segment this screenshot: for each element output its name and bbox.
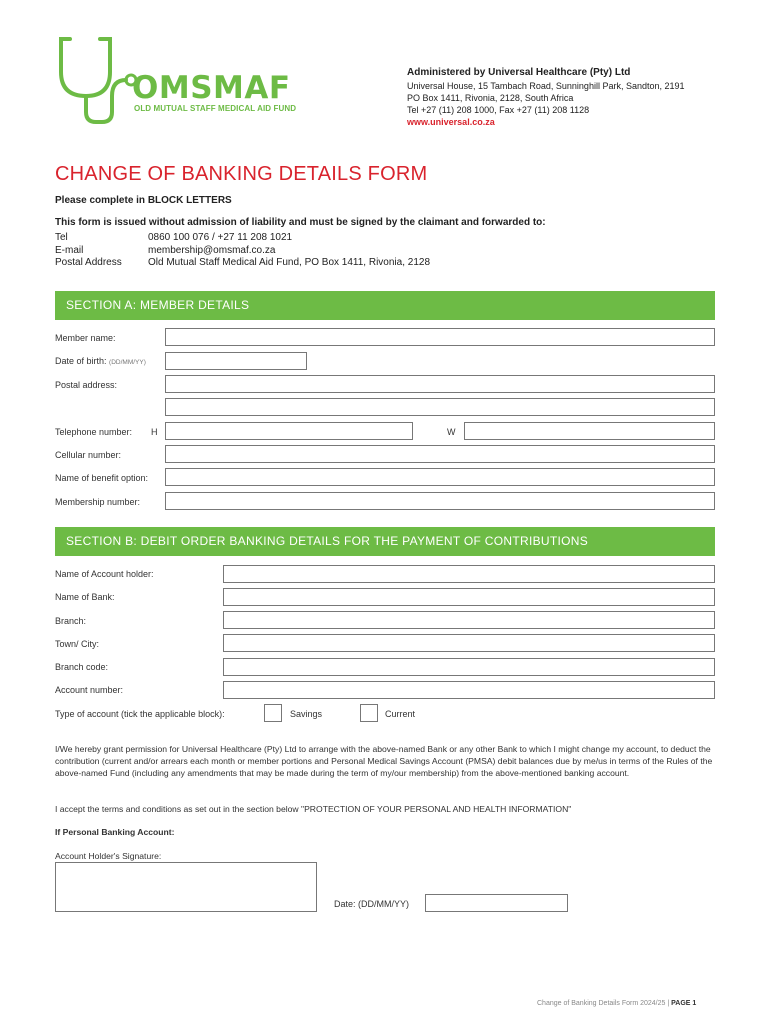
contact-row [55, 232, 430, 245]
branch-field[interactable] [223, 611, 715, 629]
branch-label: Branch: [55, 616, 87, 626]
current-label: Current [385, 709, 416, 719]
postal-address-field-1[interactable] [165, 375, 715, 393]
branch-code-label: Branch code: [55, 662, 109, 672]
footer-form-name: Change of Banking Details Form 2024/25 [537, 1000, 666, 1007]
contact-value: Old Mutual Staff Medical Aid Fund, PO Box 1411, Rivonia, 2128 [148, 257, 431, 268]
member-name-field[interactable] [165, 328, 715, 346]
block-letters-note: Please complete in BLOCK LETTERS [55, 195, 232, 206]
postal-address-label: Postal address: [55, 380, 118, 390]
debit-permission-text: I/We hereby grant permission for Universal Healthcare (Pty) Ltd to arrange with the above-named Bank or any other Bank to which I might change my account, to deduct the contribution (current and/or arrears each month or member portions and Personal Medical Savings Account (PMSA) debit balances due by me/us in terms of the Rules of the above-named Fund (including any amendments that may be made during the term of my/our membership) from the above-mentioned banking account. [55, 744, 713, 778]
issued-notice: This form is issued without admission of liability and must be signed by the claimant and forwarded to: [55, 217, 546, 228]
account-holder-field[interactable] [223, 565, 715, 583]
administrator-info [407, 67, 685, 128]
dob-field[interactable] [165, 352, 307, 370]
section-a-heading: SECTION A: MEMBER DETAILS [55, 291, 715, 320]
section-b-heading: SECTION B: DEBIT ORDER BANKING DETAILS FOR THE PAYMENT OF CONTRIBUTIONS [55, 527, 715, 556]
account-holder-label: Name of Account holder: [55, 569, 154, 579]
dob-label [55, 356, 146, 366]
page-footer [537, 1000, 696, 1007]
current-checkbox[interactable] [360, 704, 378, 722]
town-city-label: Town/ City: [55, 639, 100, 649]
contact-row [55, 257, 430, 270]
contact-details [55, 232, 430, 270]
contact-label: E-mail [55, 244, 84, 256]
signature-label: Account Holder's Signature: [55, 851, 162, 861]
personal-account-heading: If Personal Banking Account: [55, 827, 175, 837]
contact-label: Tel [55, 232, 68, 243]
terms-acceptance-text: I accept the terms and conditions as set out in the section below "PROTECTION OF YOUR PERSONAL AND HEALTH INFORMATION" [55, 804, 572, 814]
bank-name-label: Name of Bank: [55, 592, 115, 602]
contact-row [55, 245, 430, 258]
branch-code-field[interactable] [223, 658, 715, 676]
admin-website-link[interactable]: www.universal.co.za [407, 117, 495, 127]
town-city-field[interactable] [223, 634, 715, 652]
footer-separator: | [667, 1000, 670, 1007]
dob-label-text: Date of birth: [55, 356, 107, 366]
account-number-label: Account number: [55, 685, 124, 695]
signature-box[interactable] [55, 862, 317, 912]
cellular-label: Cellular number: [55, 450, 122, 460]
membership-number-label: Membership number: [55, 497, 141, 507]
logo-wordmark: OMSMAF [132, 70, 291, 106]
telephone-home-label: H [151, 427, 158, 437]
dob-format-hint: (DD/MM/YY) [109, 359, 146, 366]
account-number-field[interactable] [223, 681, 715, 699]
contact-value[interactable]: membership@omsmaf.co.za [148, 244, 276, 256]
telephone-work-label: W [447, 427, 456, 437]
form-title: CHANGE OF BANKING DETAILS FORM [55, 163, 428, 185]
bank-name-field[interactable] [223, 588, 715, 606]
telephone-home-field[interactable] [165, 422, 413, 440]
telephone-work-field[interactable] [464, 422, 715, 440]
admin-title: Administered by Universal Healthcare (Pty) Ltd [407, 67, 631, 78]
date-label: Date: (DD/MM/YY) [334, 899, 410, 909]
admin-address-2: PO Box 1411, Rivonia, 2128, South Africa [407, 93, 574, 103]
logo-subtitle: OLD MUTUAL STAFF MEDICAL AID FUND [134, 104, 297, 113]
savings-label: Savings [290, 709, 323, 719]
benefit-option-field[interactable] [165, 468, 715, 486]
postal-address-field-2[interactable] [165, 398, 715, 416]
benefit-option-label: Name of benefit option: [55, 473, 149, 483]
telephone-label: Telephone number: [55, 427, 133, 437]
savings-checkbox[interactable] [264, 704, 282, 722]
date-field[interactable] [425, 894, 568, 912]
admin-phone: Tel +27 (11) 208 1000, Fax +27 (11) 208 1128 [407, 105, 590, 115]
page-number: PAGE 1 [671, 1000, 697, 1007]
account-type-label: Type of account (tick the applicable block): [55, 709, 225, 719]
contact-label: Postal Address [55, 257, 122, 268]
admin-address-1: Universal House, 15 Tambach Road, Sunninghill Park, Sandton, 2191 [407, 81, 685, 91]
contact-value: 0860 100 076 / +27 11 208 1021 [148, 232, 293, 243]
membership-number-field[interactable] [165, 492, 715, 510]
cellular-field[interactable] [165, 445, 715, 463]
member-name-label: Member name: [55, 333, 116, 343]
